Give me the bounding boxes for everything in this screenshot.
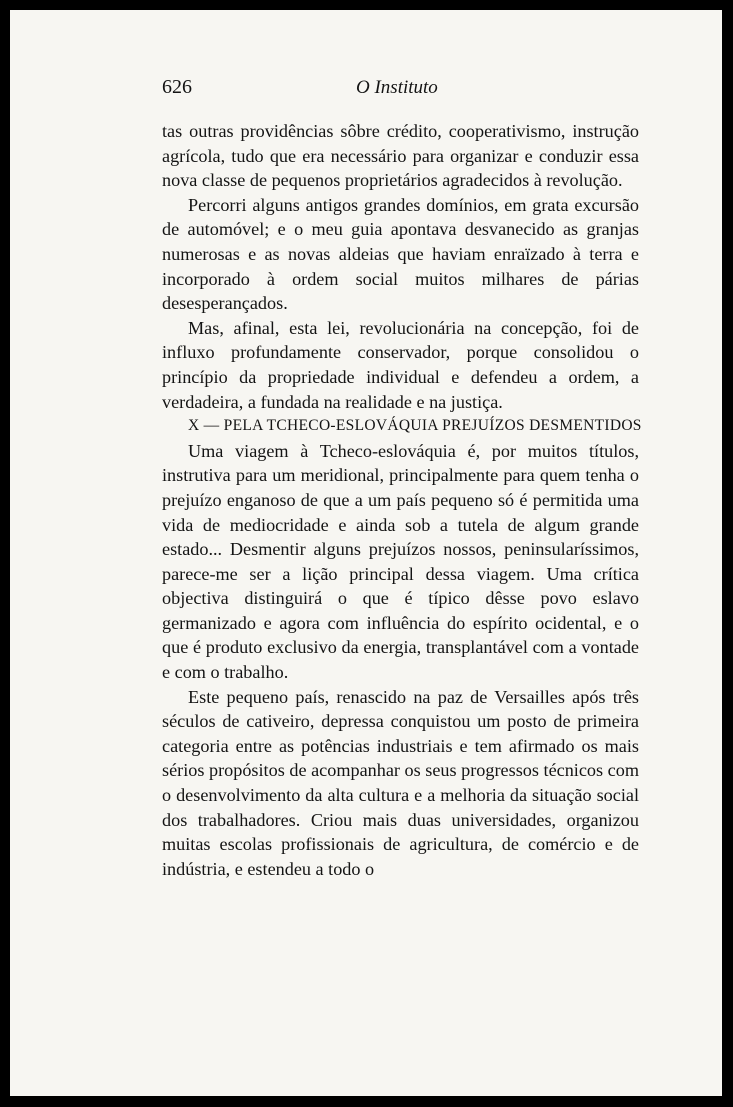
paragraph-continued: tas outras providências sôbre crédito, cooperativismo, instrução agrícola, tudo que era necessário para organizar e conduzir essa nova classe de pequenos proprietários agradecidos à revolução. bbox=[162, 121, 639, 191]
book-page bbox=[10, 10, 722, 1096]
body-text bbox=[162, 119, 642, 881]
paragraph: Mas, afinal, esta lei, revolucionária na concepção, foi de influxo profundamente conservador, porque consolidou o princípio da propriedade individual e defendeu a ordem, a verdadeira, a fundada na realidade e na justiça. bbox=[162, 317, 639, 412]
section-heading: X — PELA TCHECO-ESLOVÁQUIA PREJUÍZOS DESMENTIDOS bbox=[188, 417, 642, 435]
paragraph: Este pequeno país, renascido na paz de Versailles após três séculos de cativeiro, depressa conquistou um posto de primeira categoria entre as potências industriais e tem afirmado os mais sérios propósitos de acompanhar os seus progressos técnicos com o desenvolvimento da alta cultura e a melhoria da situação social dos trabalhadores. Criou mais duas universidades, organizou muitas escolas profissionais de agricultura, de comércio e de indústria, e estendeu a todo o bbox=[162, 686, 639, 879]
paragraph: Percorri alguns antigos grandes domínios, em grata excursão de automóvel; e o meu guia apontava desvanecido as granjas numerosas e as novas aldeias que haviam enraïzado à terra e incorporado à ordem social muitos milhares de párias desesperançados. bbox=[162, 194, 639, 314]
paragraph: Uma viagem à Tcheco-eslováquia é, por muitos títulos, instrutiva para um meridional, principalmente para quem tenha o prejuízo enganoso de que a um país pequeno só é permitida uma vida de mediocridade e ainda sob a tutela de algum grande estado... Desmentir alguns prejuízos nossos, peninsularíssimos, parece-me ser a lição principal dessa viagem. Uma crítica objectiva distinguirá o que é típico dêsse povo eslavo germanizado e agora com influência do espírito ocidental, e o que é produto exclusivo da energia, transplantável com a vontade e com o trabalho. bbox=[162, 440, 639, 683]
page-header bbox=[162, 76, 642, 106]
page-number: 626 bbox=[162, 76, 192, 98]
running-title: O Instituto bbox=[356, 77, 438, 98]
